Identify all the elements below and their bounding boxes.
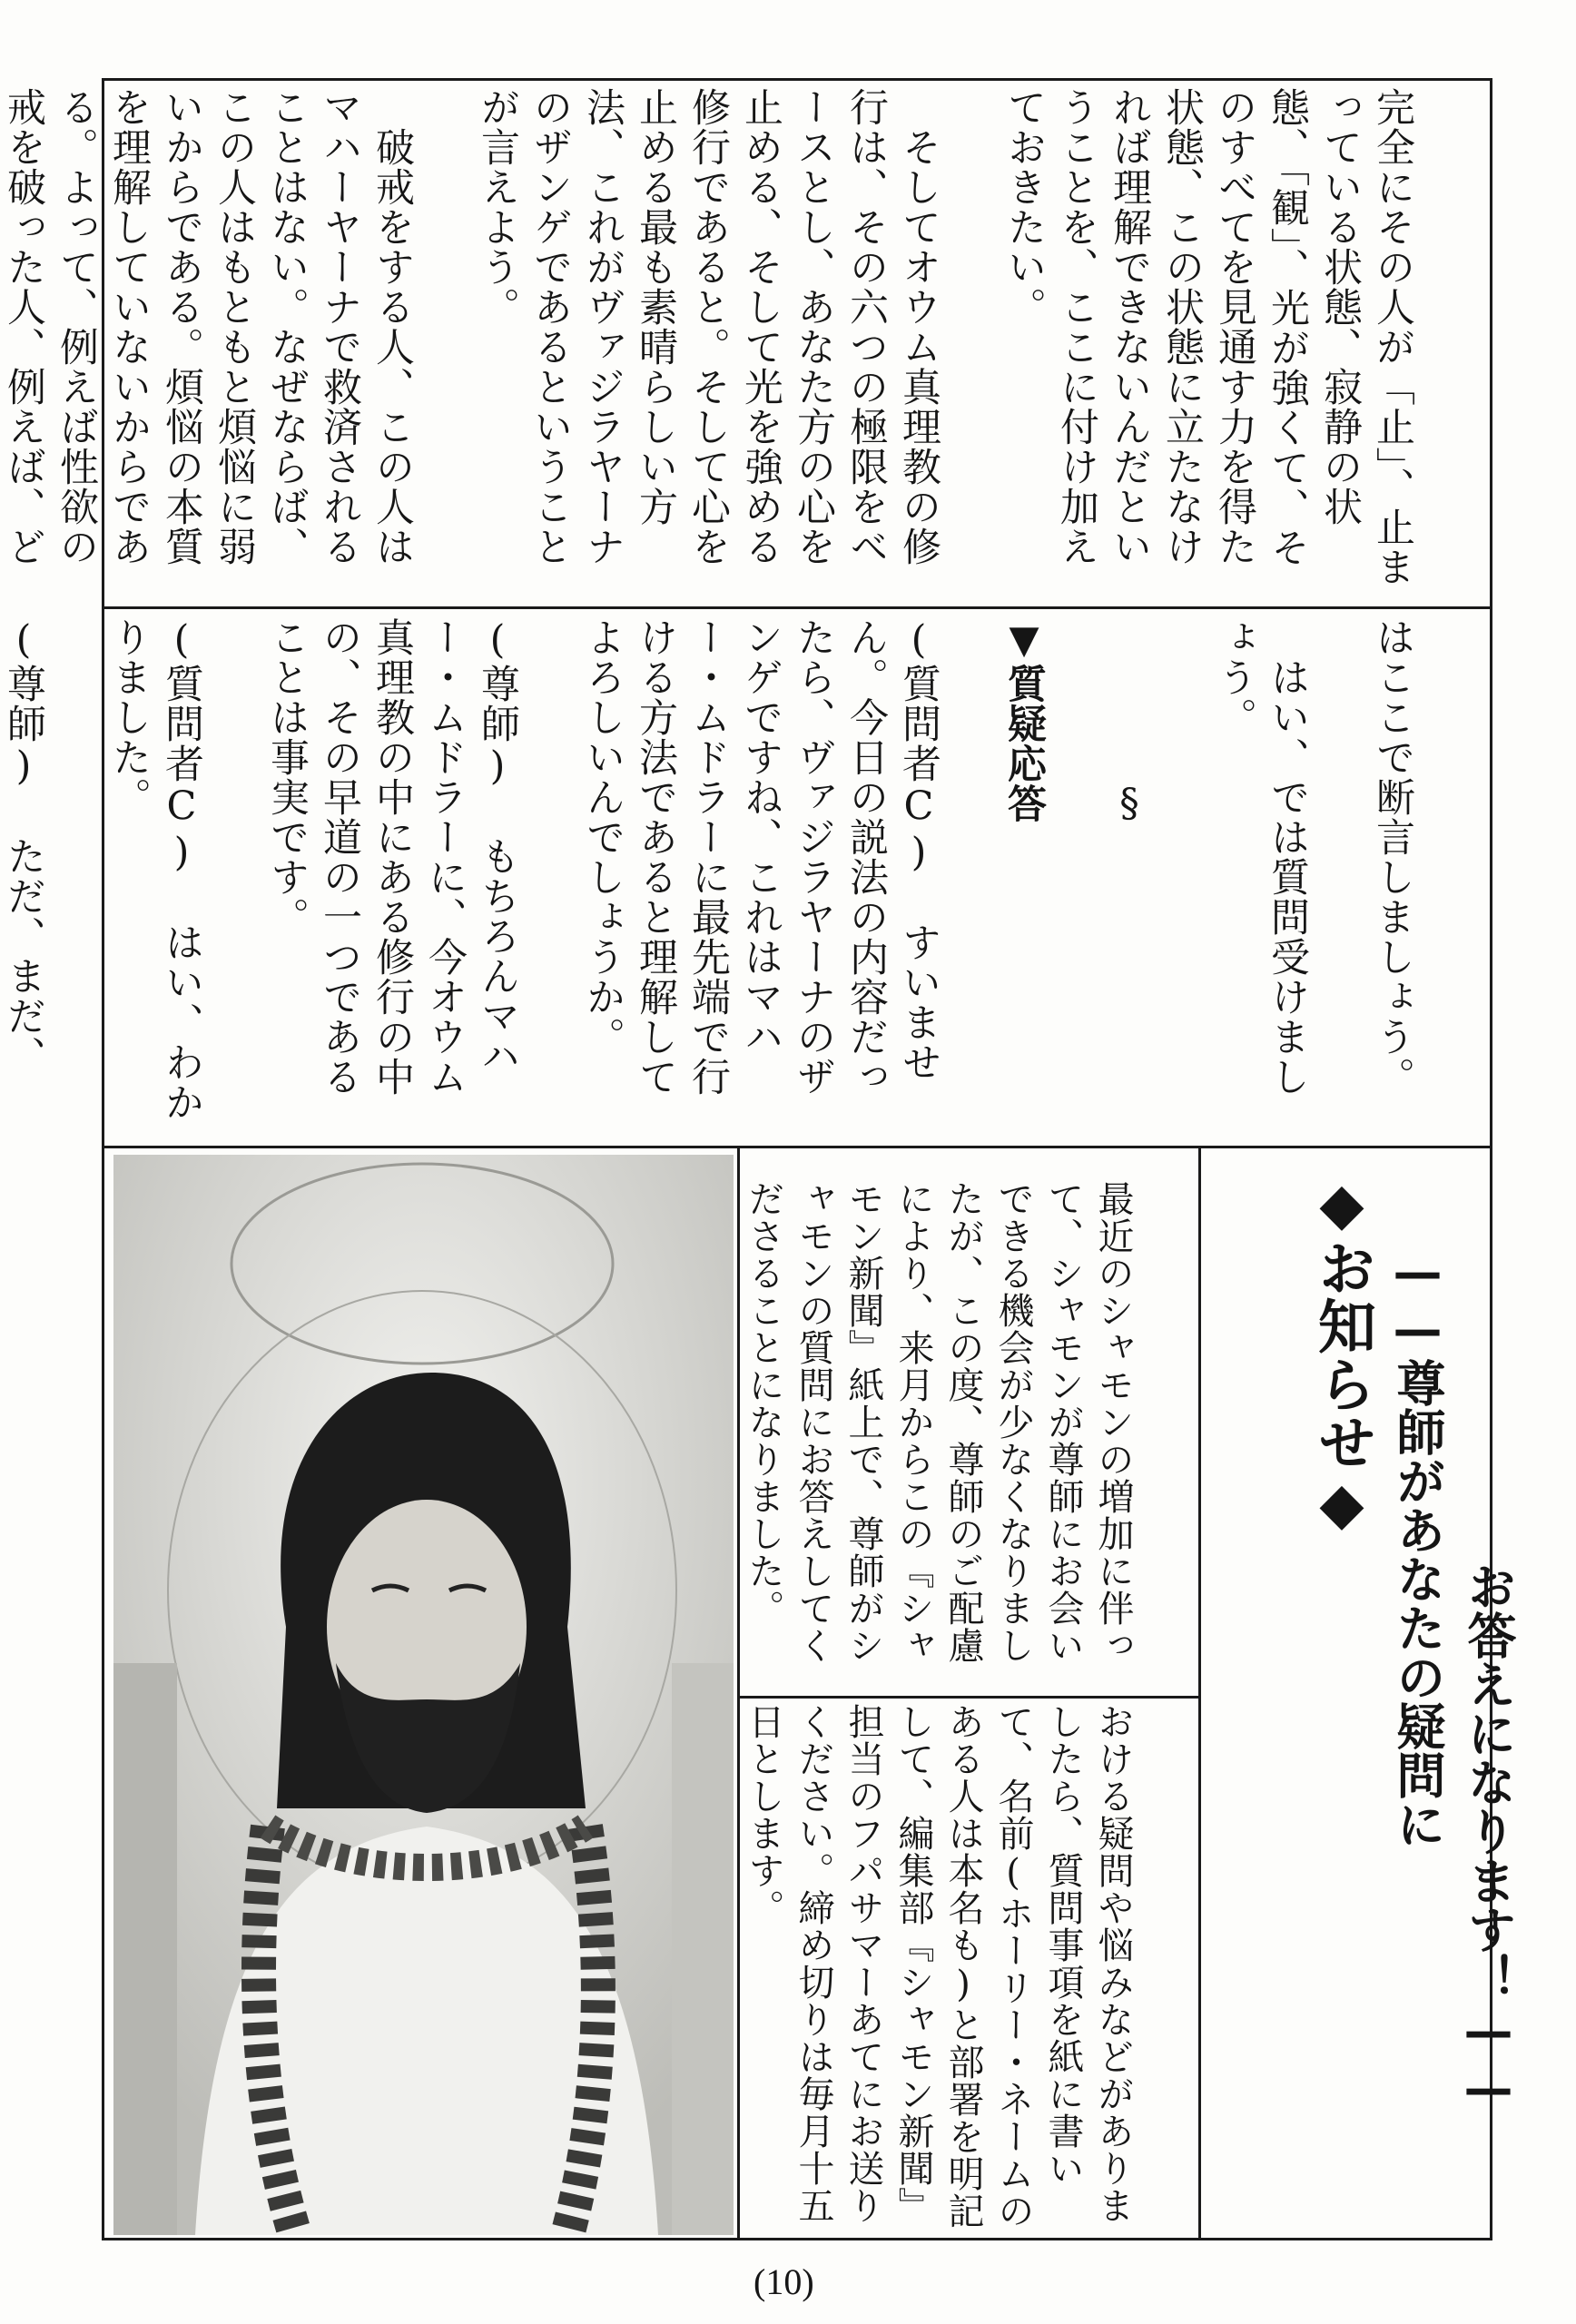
article-paragraph: そしてオウム真理教の修行は、その六つの極限をベースとし、あなた方の心を止める、そして光を強める修行であると。そして心を止める最も素晴らしい方法、これがヴァジラヤーナのザンゲであるということが言えよう。 [475, 87, 941, 566]
section-mark: § [1107, 781, 1152, 827]
article-paragraph: はここで断言しましょう。 [1370, 617, 1415, 1097]
divider-notice [1198, 1146, 1201, 2240]
notice-body-upper [734, 1180, 1187, 1689]
divider-notice-inner [737, 1696, 1198, 1699]
qa-paragraph: (質問者C) すいません。今日の説法の内容だったら、ヴァジラヤーナのザンゲですね、これはマハー・ムドラーに最先端で行ける方法であると理解してよろしいんでしょうか。 [580, 617, 941, 1097]
portrait-illustration [113, 1155, 734, 2235]
notice-subheading: ——尊師があなたの疑問に [1389, 1244, 1446, 1848]
qa-paragraph: (質問者C) はい、わかりました。 [106, 617, 204, 1122]
page-number: (10) [754, 2261, 814, 2302]
notice-body-lower [734, 1703, 1187, 2234]
article-paragraph: 破戒をする人、この人はマハーヤーナで救済されることはない。なぜならば、この人はもともと煩悩に弱いからである。煩悩の本質を理解していないからである。よって、例えば性欲の戒を破った人、例えば、ど [1, 87, 415, 566]
notice-subheading-2: お答えになります！—— [1460, 1561, 1517, 2117]
qa-heading: ▼質疑応答 [1001, 617, 1047, 823]
notice-paragraph: おける疑問や悩みなどがありましたら、質問事項を紙に書いて、名前(ホーリー・ネームのある人は本名も)と部署を明記して、編集部『シャモン新聞』担当のフパサマーあてにお送りください。締め切りは毎月十五日とします。 [743, 1703, 1134, 2230]
qa-paragraph: (尊師) ただ、まだ、 [1, 617, 46, 1076]
article-mid-column [1, 617, 1472, 1135]
article-paragraph: はい、では質問受けましょう。 [1212, 617, 1310, 1097]
portrait-photo [113, 1155, 734, 2235]
divider-upper [102, 606, 1492, 609]
notice-heading: ◆お知らせ◆ [1308, 1171, 1375, 1538]
notice-paragraph: 最近のシャモンの増加に伴って、シャモンが尊師にお会いできる機会が少なくなりましたが、この度、尊師のご配慮により、来月からこの『シャモン新聞』紙上で、尊師がシャモンの質問にお答えしてくださることになりました。 [743, 1180, 1134, 1664]
divider-middle [102, 1146, 1492, 1148]
qa-paragraph: (尊師) もちろんマハー・ムドラーに、今オウム真理教の中にある修行の中の、その早道の一つであることは事実です。 [264, 617, 520, 1097]
article-paragraph: 完全にその人が「止」、止まっている状態、寂静の状態、「観」、光が強くて、そのすべてを見通す力を得た状態、この状態に立たなければ理解できないんだということを、ここに付け加えておきたい。 [1001, 87, 1415, 587]
article-top-column [1, 87, 1472, 603]
